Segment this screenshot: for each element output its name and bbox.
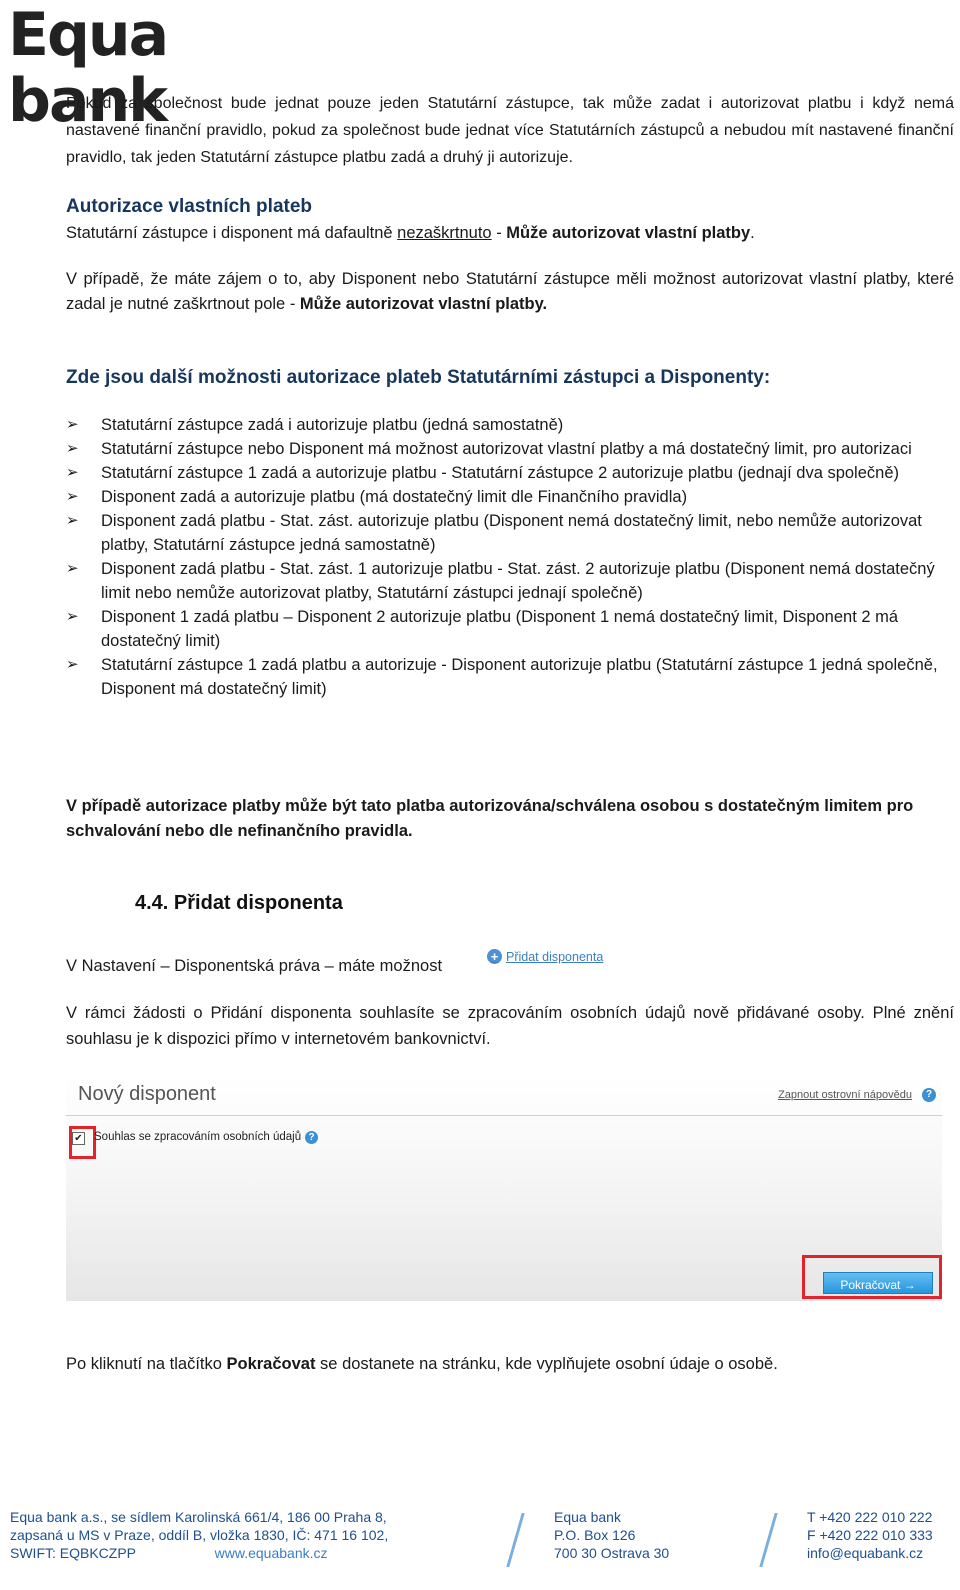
footer-phone: T +420 222 010 222 (807, 1509, 933, 1525)
logo-text: Equa bank (8, 0, 168, 136)
section-heading-add-disponent: 4.4. Přidat disponenta (135, 892, 343, 914)
list-item (66, 437, 954, 461)
default-suffix: . (750, 224, 755, 242)
new-disponent-title: Nový disponent (78, 1083, 216, 1105)
help-toggle-link[interactable]: Zapnout ostrovní nápovědu (778, 1089, 912, 1101)
arrow-bullet-icon: ➢ (66, 608, 79, 625)
continue-button[interactable] (823, 1272, 933, 1294)
list-item (66, 605, 954, 653)
footer-swift: SWIFT: EQBKCZPP (10, 1545, 136, 1561)
option-text: Disponent zadá a autorizuje platbu (má dostatečný limit dle Finančního pravidla) (101, 488, 688, 506)
option-text: Statutární zástupce 1 zadá a autorizuje platbu - Statutární zástupce 2 autorizuje platbu (jednají dva společně) (101, 464, 899, 482)
footer-fax: F +420 222 010 333 (807, 1527, 933, 1543)
list-item (66, 413, 954, 437)
footer-line: zapsaná u MS v Praze, oddíl B, vložka 1830, IČ: 471 16 102, (10, 1527, 389, 1543)
default-sep: - (491, 224, 507, 242)
own-payments-heading: Autorizace vlastních plateb (66, 196, 313, 217)
case-text: V případě, že máte zájem o to, aby Disponent nebo Statutární zástupce měli možnost autorizovat vlastní platby, které zadal je nutné zaškrtnout pole - (66, 270, 954, 313)
option-text: Statutární zástupce nebo Disponent má možnost autorizovat vlastní platby a má dostatečný limit, pro autorizaci (101, 440, 912, 458)
footer-line: Equa bank a.s., se sídlem Karolinská 661/4, 186 00 Praha 8, (10, 1509, 387, 1525)
footer-web-link[interactable]: www.equabank.cz (214, 1545, 328, 1561)
arrow-bullet-icon: ➢ (66, 512, 79, 529)
after-bold: Pokračovat (226, 1355, 316, 1373)
list-item (66, 557, 954, 605)
consent-checkbox[interactable]: ✔ (72, 1132, 85, 1145)
new-disponent-screenshot (66, 1075, 942, 1301)
plus-circle-icon: + (487, 949, 502, 964)
arrow-bullet-icon: ➢ (66, 440, 79, 457)
help-question-icon[interactable]: ? (922, 1088, 936, 1102)
default-bold: Může autorizovat vlastní platby (506, 224, 751, 242)
option-text: Disponent zadá platbu - Stat. zást. autorizuje platbu (Disponent nemá dostatečný limit, nebo nemůže autorizovat platby, Statutární zástupce jedná samostatně) (101, 512, 922, 554)
option-text: Disponent zadá platbu - Stat. zást. 1 autorizuje platbu - Stat. zást. 2 autorizuje platbu (Disponent nemá dostatečný limit nebo nemůže autorizovat platby, Statutární zástupci jednají společně) (101, 560, 935, 602)
add-disponent-link-label: Přidat disponenta (506, 949, 604, 964)
default-underlined: nezaškrtnuto (397, 224, 492, 242)
footer-line: P.O. Box 126 (554, 1527, 636, 1543)
add-disponent-link[interactable] (487, 949, 603, 964)
footer-divider (759, 1513, 777, 1567)
footer-divider (506, 1513, 524, 1567)
arrow-bullet-icon: ➢ (66, 416, 79, 433)
after-suffix: se dostanete na stránku, kde vyplňujete osobní údaje o osobě. (315, 1355, 778, 1373)
authorization-options-list (66, 413, 954, 701)
arrow-right-icon: → (903, 1278, 916, 1292)
list-item (66, 653, 954, 701)
intro-paragraph: Pokud za společnost bude jednat pouze jeden Statutární zástupce, tak může zadat i autorizovat platbu i když nemá nastavené finanční pravidlo, pokud za společnost bude jednat více Statutárních zástupců a nebudou mít nastavené finanční pravidlo, tak jeden Statutární zástupce platbu zadá a druhý ji autorizuje. (66, 95, 954, 166)
footer-email[interactable]: info@equabank.cz (807, 1545, 924, 1561)
after-prefix: Po kliknutí na tlačítko (66, 1355, 227, 1373)
equa-bank-logo (8, 0, 308, 136)
consent-paragraph: V rámci žádosti o Přidání disponenta souhlasíte se zpracováním osobních údajů nově přidávané osoby. Plné znění souhlasu je k dispozici přímo v internetovém bankovnictví. (66, 1004, 954, 1048)
arrow-bullet-icon: ➢ (66, 656, 79, 673)
footer-line: Equa bank (554, 1509, 621, 1525)
footer-line: 700 30 Ostrava 30 (554, 1545, 670, 1561)
options-heading: Zde jsou další možnosti autorizace plateb Statutárními zástupci a Disponenty: (66, 367, 771, 388)
divider (66, 1115, 942, 1116)
list-item (66, 461, 954, 485)
settings-path-text: V Nastavení – Disponentská práva – máte možnost (66, 957, 443, 975)
consent-checkbox-label: Souhlas se zpracováním osobních údajů (94, 1131, 302, 1143)
footer-contacts (807, 1508, 933, 1562)
default-prefix: Statutární zástupce i disponent má dafaultně (66, 224, 398, 242)
default-setting-paragraph (66, 220, 954, 246)
consent-info-icon[interactable]: ? (305, 1131, 318, 1144)
after-click-paragraph (66, 1351, 954, 1377)
page-footer (0, 1505, 960, 1590)
list-item (66, 509, 954, 557)
arrow-bullet-icon: ➢ (66, 488, 79, 505)
list-item (66, 485, 954, 509)
option-text: Disponent 1 zadá platbu – Disponent 2 autorizuje platbu (Disponent 1 nemá dostatečný limit, Disponent 2 má dostatečný limit) (101, 608, 899, 650)
arrow-bullet-icon: ➢ (66, 560, 79, 577)
continue-button-label: Pokračovat (840, 1278, 901, 1292)
option-text: Statutární zástupce 1 zadá platbu a autorizuje - Disponent autorizuje platbu (Statutární zástupce 1 jedná společně, Disponent má dostatečný limit) (101, 656, 938, 698)
footer-line-swift-web (10, 1544, 388, 1562)
footer-postal-address (554, 1508, 669, 1562)
approval-note: V případě autorizace platby může být tato platba autorizována/schválena osobou s dostatečným limitem pro schvalování nebo dle nefinančního pravidla. (66, 797, 914, 840)
case-bold: Může autorizovat vlastní platby. (299, 295, 548, 313)
footer-company-info (10, 1508, 388, 1562)
case-paragraph (66, 267, 954, 317)
arrow-bullet-icon: ➢ (66, 464, 79, 481)
option-text: Statutární zástupce zadá i autorizuje platbu (jedná samostatně) (101, 416, 564, 434)
